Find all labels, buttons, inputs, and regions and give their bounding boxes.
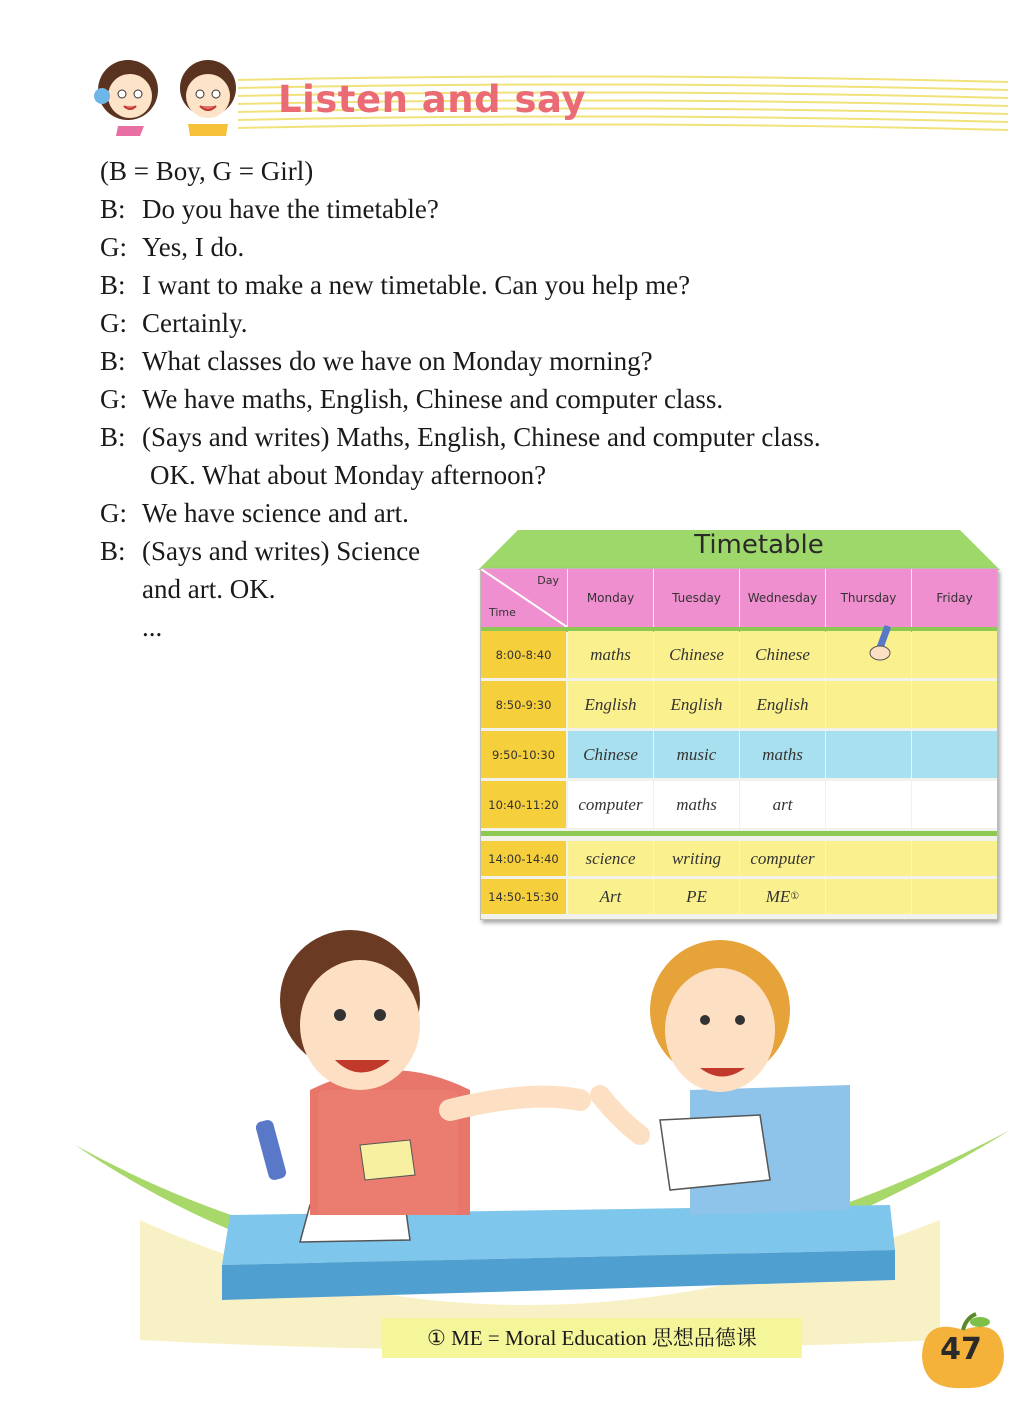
line-text: ... bbox=[142, 612, 163, 642]
subject-label: Chinese bbox=[583, 744, 638, 764]
subject-cell bbox=[912, 841, 997, 876]
speaker: B: bbox=[100, 536, 126, 566]
line-text: I want to make a new timetable. Can you help me? bbox=[142, 270, 691, 300]
subject-label: ME bbox=[765, 886, 791, 906]
day-header: Tuesday bbox=[654, 569, 739, 627]
subject-cell bbox=[654, 841, 739, 876]
timetable-grid bbox=[480, 568, 998, 920]
line-text: OK. What about Monday afternoon? bbox=[150, 460, 547, 490]
dialogue-line bbox=[100, 266, 980, 304]
subject-cell bbox=[912, 681, 997, 728]
corner-day-label: Day bbox=[537, 574, 559, 587]
speaker: G: bbox=[100, 232, 127, 262]
subject-label: Art bbox=[599, 886, 622, 906]
subject-cell bbox=[740, 631, 825, 678]
day-header: Wednesday bbox=[740, 569, 825, 627]
footnote-marker: ① bbox=[790, 891, 800, 902]
page-number-badge bbox=[918, 1312, 1008, 1392]
subject-label: English bbox=[756, 694, 809, 714]
subject-label: Chinese bbox=[755, 644, 810, 664]
day-header: Friday bbox=[912, 569, 997, 627]
line-text: (Says and writes) Science bbox=[142, 536, 421, 566]
day-header: Thursday bbox=[826, 569, 911, 627]
subject-cell bbox=[740, 681, 825, 728]
subject-label: art bbox=[772, 794, 793, 814]
page-number: 47 bbox=[940, 1332, 982, 1367]
time-slot: 14:50-15:30 bbox=[481, 879, 566, 914]
mascots-icon bbox=[88, 52, 253, 137]
dialogue-line bbox=[100, 304, 980, 342]
subject-cell bbox=[826, 631, 911, 678]
speaker: G: bbox=[100, 308, 127, 338]
time-slot: 8:50-9:30 bbox=[481, 681, 566, 728]
subject-cell bbox=[654, 731, 739, 778]
time-slot: 10:40-11:20 bbox=[481, 781, 566, 828]
subject-cell bbox=[912, 781, 997, 828]
subject-cell bbox=[826, 781, 911, 828]
dialogue-line bbox=[100, 380, 980, 418]
subject-cell bbox=[826, 879, 911, 914]
line-text: and art. OK. bbox=[142, 574, 276, 604]
subject-label: science bbox=[585, 848, 636, 868]
timetable bbox=[478, 528, 1000, 922]
dialogue-line bbox=[100, 342, 980, 380]
subject-cell bbox=[740, 731, 825, 778]
dialogue-line bbox=[100, 494, 980, 532]
dialogue-legend: (B = Boy, G = Girl) bbox=[100, 156, 314, 186]
pen-hand-icon bbox=[862, 623, 902, 663]
line-text: Yes, I do. bbox=[142, 232, 245, 262]
corner-time-label: Time bbox=[489, 606, 516, 619]
subject-cell bbox=[826, 841, 911, 876]
time-slot: 9:50-10:30 bbox=[481, 731, 566, 778]
subject-cell bbox=[568, 631, 653, 678]
dialogue-line bbox=[100, 228, 980, 266]
subject-cell bbox=[912, 879, 997, 914]
dialogue-line bbox=[100, 190, 980, 228]
subject-label: maths bbox=[676, 794, 717, 814]
subject-cell bbox=[654, 781, 739, 828]
time-slot: 14:00-14:40 bbox=[481, 841, 566, 876]
subject-cell bbox=[654, 879, 739, 914]
divider-afternoon bbox=[481, 831, 997, 836]
line-text: We have science and art. bbox=[142, 498, 409, 528]
subject-cell bbox=[654, 631, 739, 678]
subject-cell bbox=[568, 781, 653, 828]
subject-label: English bbox=[584, 694, 637, 714]
children-illustration bbox=[0, 920, 1024, 1360]
line-text: We have maths, English, Chinese and computer class. bbox=[142, 384, 724, 414]
timetable-title: Timetable bbox=[694, 530, 824, 560]
subject-cell bbox=[740, 781, 825, 828]
speaker: B: bbox=[100, 270, 126, 300]
line-text: Do you have the timetable? bbox=[142, 194, 439, 224]
day-header: Monday bbox=[568, 569, 653, 627]
timetable-corner bbox=[481, 569, 567, 627]
subject-cell bbox=[912, 631, 997, 678]
line-text: What classes do we have on Monday morning? bbox=[142, 346, 653, 376]
subject-cell bbox=[826, 731, 911, 778]
line-text: Certainly. bbox=[142, 308, 248, 338]
subject-cell bbox=[912, 731, 997, 778]
subject-label: maths bbox=[762, 744, 803, 764]
subject-cell bbox=[568, 681, 653, 728]
subject-label: music bbox=[676, 744, 717, 764]
subject-label: PE bbox=[686, 886, 707, 906]
speaker: B: bbox=[100, 346, 126, 376]
subject-cell bbox=[826, 681, 911, 728]
subject-cell bbox=[568, 841, 653, 876]
subject-label: computer bbox=[750, 848, 815, 868]
section-banner bbox=[88, 52, 1008, 142]
subject-cell bbox=[568, 879, 653, 914]
section-title: Listen and say bbox=[278, 78, 586, 121]
subject-cell bbox=[654, 681, 739, 728]
speaker: B: bbox=[100, 194, 126, 224]
subject-label: writing bbox=[671, 848, 722, 868]
subject-label: Chinese bbox=[669, 644, 724, 664]
dialogue-line bbox=[100, 418, 980, 456]
subject-label: maths bbox=[590, 644, 631, 664]
speaker: G: bbox=[100, 498, 127, 528]
subject-label: computer bbox=[578, 794, 643, 814]
line-text: (Says and writes) Maths, English, Chinese and computer class. bbox=[142, 422, 821, 452]
footnote: ① ME = Moral Education 思想品德课 bbox=[382, 1318, 802, 1358]
subject-cell bbox=[568, 731, 653, 778]
dialogue-line bbox=[100, 456, 980, 494]
subject-label: English bbox=[670, 694, 723, 714]
speaker: B: bbox=[100, 422, 126, 452]
time-slot: 8:00-8:40 bbox=[481, 631, 566, 678]
subject-cell bbox=[740, 879, 825, 914]
speaker: G: bbox=[100, 384, 127, 414]
subject-cell bbox=[740, 841, 825, 876]
